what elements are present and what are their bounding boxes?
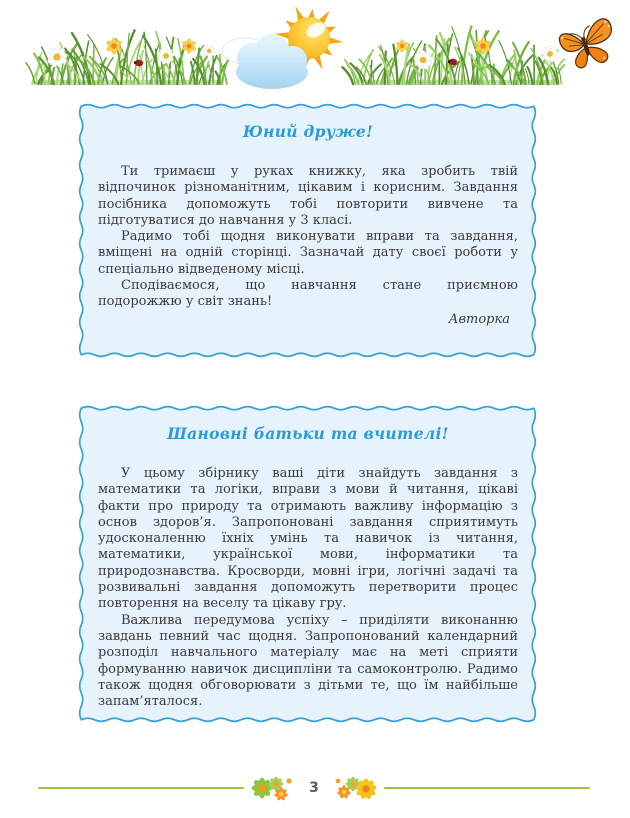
footer-flowers-right-icon: [331, 775, 377, 802]
letter-to-child: [78, 103, 537, 358]
letter-to-parents-content: [78, 405, 537, 718]
grass-right-icon: [343, 26, 565, 85]
letter-signature: Авторка: [448, 311, 510, 327]
butterfly-icon: [557, 17, 621, 73]
letter-to-parents-title: Шановні батьки та вчителі!: [167, 424, 449, 443]
header-decoration: [0, 0, 630, 95]
footer-line-left: [38, 787, 244, 790]
footer-flowers-left-icon: [251, 775, 297, 802]
letter-paragraph: Радимо тобі щодня виконувати вправи та завдання, вміщені на одній сторінці. Зазначай дату своєї роботи у спеціально відведеному місці.: [98, 229, 518, 277]
letter-paragraph: У цьому збірнику ваші діти знайдуть завдання з математики та логіки, вправи з мови й читання, цікаві факти про природу та отримають важливу інформацію з основ здоров’я. Запропоновані завдання сприятимуть удосконаленню їхніх умінь та навичок із читання, математики, української мови, інформатики та природознавства. Кросворди, мовні ігри, логічні задачі та розвивальні завдання допоможуть перетворити процес повторення на веселу та цікаву гру.: [98, 466, 518, 612]
footer-line-right: [384, 787, 590, 790]
letter-paragraph: Сподіваємося, що навчання стане приємною подорожжю у світ знань!: [98, 278, 518, 310]
letter-paragraph: Важлива передумова успіху – приділяти виконанню завдань певний час щодня. Запропонований календарний розподіл навчального матеріалу має на меті сприяти формуванню навичок дисципліни та самоконтролю. Радимо також щодня обговорювати з дітьми те, що їм найбільше запам’яталося.: [98, 612, 518, 710]
letter-to-parents: [78, 405, 537, 723]
letter-to-child-content: [78, 103, 537, 336]
page-number: 3: [309, 780, 319, 796]
page-footer: [38, 775, 590, 801]
letter-paragraph: Ти тримаєш у руках книжку, яка зробить твій відпочинок різноманітним, цікавим і корисним. Завдання посібника допоможуть тобі повторити вивчене та підготуватися до навчання у 3 класі.: [98, 164, 518, 228]
letter-to-child-title: Юний друже!: [242, 122, 374, 141]
grass-left-icon: [26, 30, 228, 85]
